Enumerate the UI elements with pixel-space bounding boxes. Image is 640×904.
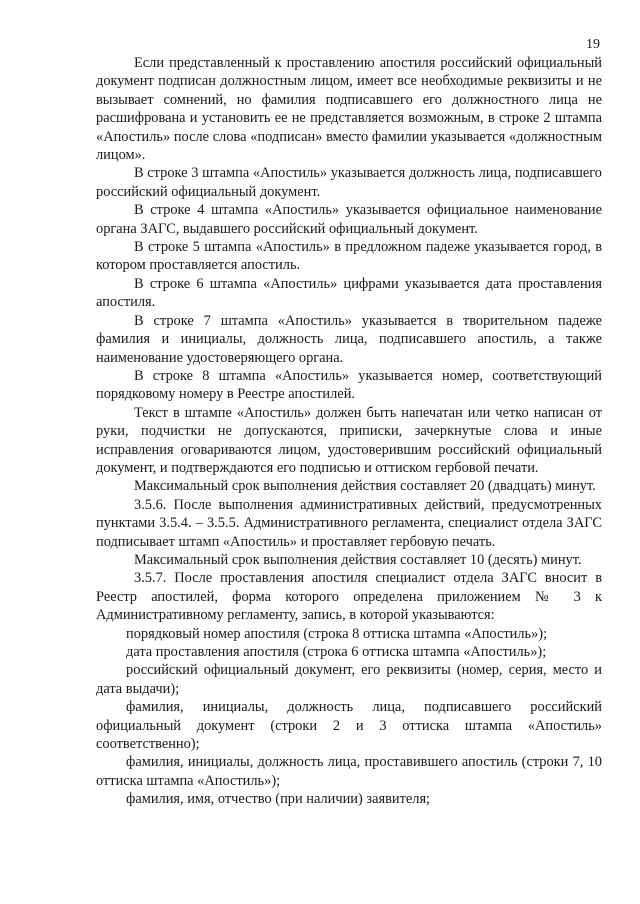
list-item: фамилия, инициалы, должность лица, подписавшего российский официальный документ (строки 2 и 3 оттиска штампа «Апостиль» соответственно); bbox=[96, 699, 602, 753]
paragraph: Если представленный к проставлению апостиля российский официальный документ подписан должностным лицом, имеет все необходимые реквизиты и не вызывает сомнений, но фамилия подписавшего его должностного лица не расшифрована и установить ее не представляется возможным, в строке 2 штампа «Апостиль» после слова «подписан» вместо фамилии указывается «должностным лицом». bbox=[96, 55, 602, 164]
paragraph: В строке 3 штампа «Апостиль» указывается должность лица, подписавшего российский официальный документ. bbox=[96, 165, 602, 200]
list-item: фамилия, имя, отчество (при наличии) заявителя; bbox=[126, 791, 431, 808]
paragraph: 3.5.7. После проставления апостиля специалист отдела ЗАГС вносит в Реестр апостилей, форма которого определена приложением № 3 к Административному регламенту, запись, в которой указываются: bbox=[96, 570, 602, 624]
paragraph: В строке 7 штампа «Апостиль» указывается в творительном падеже фамилия и инициалы, должность лица, подписавшего апостиль, а также наименование удостоверяющего органа. bbox=[96, 312, 602, 366]
list-item: российский официальный документ, его реквизиты (номер, серия, место и дата выдачи); bbox=[96, 662, 602, 697]
paragraph: В строке 6 штампа «Апостиль» цифрами указывается дата проставления апостиля. bbox=[96, 275, 602, 311]
paragraph: 3.5.6. После выполнения административных действий, предусмотренных пунктами 3.5.4. – 3.5.5. Административного регламента, специалист отдела ЗАГС подписывает штамп «Апостиль» и проставляет гербовую печать. bbox=[96, 496, 602, 550]
list-item: дата проставления апостиля (строка 6 оттиска штампа «Апостиль»); bbox=[126, 644, 547, 660]
document-body bbox=[96, 54, 602, 809]
paragraph: В строке 4 штампа «Апостиль» указывается официальное наименование органа ЗАГС, выдавшего российский официальный документ. bbox=[96, 202, 602, 237]
list-item: фамилия, инициалы, должность лица, проставившего апостиль (строки 7, 10 оттиска штампа «Апостиль»); bbox=[96, 754, 602, 789]
paragraph: Текст в штампе «Апостиль» должен быть напечатан или четко написан от руки, подчистки не допускаются, приписки, зачеркнутые слова и иные исправления оговариваются лицом, удостоверившим российский официальный документ, и подтверждаются его подписью и оттиском гербовой печати. bbox=[96, 404, 602, 476]
page-number: 19 bbox=[586, 37, 600, 52]
paragraph: Максимальный срок выполнения действия составляет 10 (десять) минут. bbox=[134, 551, 582, 568]
list-item: порядковый номер апостиля (строка 8 оттиска штампа «Апостиль»); bbox=[126, 625, 548, 642]
paragraph: Максимальный срок выполнения действия составляет 20 (двадцать) минут. bbox=[134, 478, 596, 495]
paragraph: В строке 5 штампа «Апостиль» в предложном падеже указывается город, в котором проставляется апостиль. bbox=[96, 239, 602, 274]
paragraph: В строке 8 штампа «Апостиль» указывается номер, соответствующий порядковому номеру в Реестре апостилей. bbox=[96, 367, 602, 403]
